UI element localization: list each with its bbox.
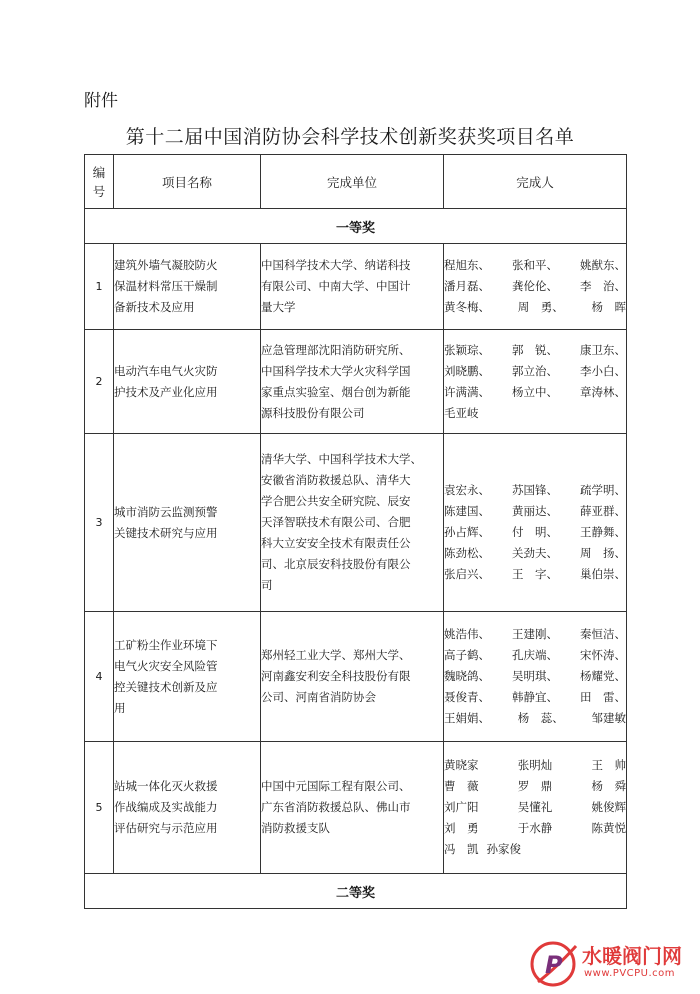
person-name: 杨 蕊、 (517, 711, 564, 725)
person-name: 李小白、 (580, 363, 626, 378)
person-name: 刘 勇 (444, 821, 479, 835)
unit-line: 应急管理部沈阳消防研究所、 (261, 342, 411, 357)
table-row (85, 434, 627, 612)
person-name: 许满满、 (444, 384, 490, 399)
project-name-line: 保温材料常压干燥制 (114, 279, 218, 293)
people-line (444, 255, 626, 276)
completing-unit (261, 434, 444, 612)
project-name-line: 电气火灾安全风险管 (114, 658, 218, 673)
person-name: 黄丽达、 (512, 504, 558, 518)
people-line (444, 340, 626, 361)
person-name: 王 字、 (512, 567, 558, 581)
table-row (85, 742, 627, 874)
people-line (444, 382, 626, 403)
people-line (444, 708, 626, 729)
project-name-line: 关键技术研究与应用 (114, 525, 218, 540)
person-name: 陈黄悦 (591, 821, 626, 835)
unit-line: 源科技股份有限公司 (261, 405, 365, 420)
person-name: 吴明琪、 (512, 669, 558, 683)
person-name: 高子鹤、 (444, 648, 490, 662)
unit-line: 学合肥公共安全研究院、辰安 (261, 494, 411, 508)
header-no-bottom: 号 (92, 183, 106, 199)
project-name-line: 护技术及产业化应用 (114, 384, 218, 399)
people-line (444, 543, 626, 564)
completing-unit (261, 612, 444, 742)
completing-people (444, 244, 627, 330)
unit-line: 科大立安安全技术有限责任公 (261, 536, 411, 550)
unit-line: 中国科学技术大学、纳诺科技 (261, 258, 411, 272)
person-name: 陈建国、 (444, 504, 490, 518)
pvcpu-logo-icon (528, 938, 582, 990)
unit-line: 清华大学、中国科学技术大学、 (261, 452, 422, 466)
person-name: 杨 舜 (591, 779, 626, 793)
person-name: 孔庆端、 (512, 648, 558, 662)
person-name: 周 扬、 (580, 546, 626, 560)
person-name: 姚俊辉 (591, 800, 626, 814)
person-name: 刘广阳 (444, 800, 479, 814)
header-no-top: 编 (92, 164, 106, 180)
person-name: 黄冬梅、 (444, 300, 490, 314)
project-name-line: 站城一体化灭火救援 (114, 779, 218, 793)
unit-line: 司、北京辰安科技股份有限公 (261, 557, 411, 571)
project-name-line: 用 (114, 700, 126, 715)
person-name: 宋怀涛、 (580, 648, 626, 662)
person-name: 孙家俊 (486, 842, 521, 856)
row-number: 2 (85, 330, 114, 434)
project-name-line: 工矿粉尘作业环境下 (114, 637, 218, 652)
row-number: 1 (85, 244, 114, 330)
award-table (84, 154, 627, 909)
person-name: 田 雷、 (580, 690, 626, 704)
person-name: 疏学明、 (580, 483, 626, 497)
people-line (444, 276, 626, 297)
people-line (444, 522, 626, 543)
project-name-line: 城市消防云监测预警 (114, 504, 218, 519)
person-name: 冯 凯 (444, 842, 479, 856)
unit-line: 家重点实验室、烟台创为新能 (261, 384, 411, 399)
person-name: 程旭东、 (444, 258, 490, 272)
project-name-line: 评估研究与示范应用 (114, 821, 218, 835)
completing-people (444, 612, 627, 742)
person-name: 杨立中、 (512, 384, 558, 399)
person-name: 周 勇、 (517, 300, 564, 314)
completing-unit (261, 330, 444, 434)
unit-line: 量大学 (261, 300, 296, 314)
unit-line: 天泽智联技术有限公司、合肥 (261, 515, 411, 529)
person-name: 康卫东、 (580, 342, 626, 357)
unit-line: 安徽省消防救援总队、清华大 (261, 473, 411, 487)
project-name (114, 612, 261, 742)
people-line (444, 564, 626, 585)
person-name: 姚猷东、 (580, 258, 626, 272)
person-name: 巢伯崇、 (580, 567, 626, 581)
people-line (444, 645, 626, 666)
watermark (528, 938, 700, 990)
person-name: 张和平、 (512, 258, 558, 272)
person-name: 关劲夫、 (512, 546, 558, 560)
project-name-line: 建筑外墙气凝胶防火 (114, 258, 218, 272)
attachment-label: 附件 (84, 91, 118, 111)
completing-unit (261, 244, 444, 330)
person-name: 杨 晖 (591, 300, 626, 314)
person-name: 薛亚群、 (580, 504, 626, 518)
header-project-name: 项目名称 (114, 155, 261, 209)
unit-line: 中国中元国际工程有限公司、 (261, 779, 411, 793)
person-name: 曹 薇 (444, 779, 479, 793)
person-name: 孙占辉、 (444, 525, 490, 539)
person-name: 陈劲松、 (444, 546, 490, 560)
second-prize-row (85, 874, 627, 909)
person-name: 魏晓鸽、 (444, 669, 490, 683)
person-name: 张明灿 (517, 758, 553, 772)
person-name: 龚伦伦、 (512, 279, 558, 293)
person-name: 罗 鼎 (517, 779, 553, 793)
watermark-url: www.PVCPU.com (584, 968, 676, 979)
person-name: 王 帅 (591, 758, 626, 772)
person-name: 毛亚岐 (444, 405, 479, 420)
header-no (85, 155, 114, 209)
header-unit: 完成单位 (261, 155, 444, 209)
person-name: 袁宏永、 (444, 483, 490, 497)
completing-people (444, 434, 627, 612)
people-line (444, 624, 626, 645)
people-line (444, 839, 626, 860)
people-line (444, 755, 626, 776)
people-line (444, 797, 626, 818)
project-name-line: 作战编成及实战能力 (114, 800, 218, 814)
first-prize-row (85, 209, 627, 244)
people-line (444, 361, 626, 382)
person-name: 杨耀党、 (580, 669, 626, 683)
project-name (114, 434, 261, 612)
person-name: 郭 锐、 (512, 342, 558, 357)
people-line (444, 501, 626, 522)
unit-line: 司 (261, 578, 273, 592)
people-line (444, 818, 626, 839)
table-header-row (85, 155, 627, 209)
people-line (444, 480, 626, 501)
completing-unit (261, 742, 444, 874)
person-name: 聂俊青、 (444, 690, 490, 704)
project-name (114, 244, 261, 330)
unit-line: 广东省消防救援总队、佛山市 (261, 800, 411, 814)
person-name: 于水静 (517, 821, 553, 835)
project-name-line: 电动汽车电气火灾防 (114, 363, 218, 378)
unit-line: 消防救援支队 (261, 821, 330, 835)
table-row (85, 612, 627, 742)
person-name: 王建刚、 (512, 627, 558, 641)
person-name: 秦恒洁、 (580, 627, 626, 641)
table-row (85, 244, 627, 330)
person-name: 章涛林、 (580, 384, 626, 399)
unit-line: 河南鑫安利安全科技股份有限 (261, 669, 411, 683)
person-name: 王静舞、 (580, 525, 626, 539)
people-line (444, 687, 626, 708)
project-name (114, 742, 261, 874)
watermark-name: 水暖阀门网 (582, 944, 682, 968)
project-name (114, 330, 261, 434)
unit-line: 有限公司、中南大学、中国计 (261, 279, 411, 293)
person-name: 王娟娟、 (444, 711, 490, 725)
person-name: 韩静宜、 (512, 690, 558, 704)
person-name: 郭立治、 (512, 363, 558, 378)
person-name: 姚浩伟、 (444, 627, 490, 641)
second-prize-label: 二等奖 (85, 874, 627, 909)
person-name: 黄晓家 (444, 758, 479, 772)
project-name-line: 备新技术及应用 (114, 300, 195, 314)
completing-people (444, 742, 627, 874)
first-prize-label: 一等奖 (85, 209, 627, 244)
document-title: 第十二届中国消防协会科学技术创新奖获奖项目名单 (125, 126, 575, 148)
person-name: 苏国锋、 (512, 483, 558, 497)
person-name: 刘晓鹏、 (444, 363, 490, 378)
unit-line: 郑州轻工业大学、郑州大学、 (261, 648, 411, 662)
logo-letter: P (545, 951, 563, 979)
person-name: 邹建敏 (591, 711, 626, 725)
person-name: 张启兴、 (444, 567, 490, 581)
unit-line: 公司、河南省消防协会 (261, 690, 376, 704)
people-line (444, 403, 626, 424)
row-number: 3 (85, 434, 114, 612)
project-name-line: 控关键技术创新及应 (114, 679, 218, 694)
person-name: 李 治、 (580, 279, 626, 293)
header-people: 完成人 (444, 155, 627, 209)
completing-people (444, 330, 627, 434)
person-name: 付 明、 (512, 525, 558, 539)
person-name: 张颖琮、 (444, 342, 490, 357)
table-row (85, 330, 627, 434)
row-number: 4 (85, 612, 114, 742)
person-name: 潘月磊、 (444, 279, 490, 293)
unit-line: 中国科学技术大学火灾科学国 (261, 363, 411, 378)
person-name: 吴懂礼 (517, 800, 553, 814)
people-line (444, 776, 626, 797)
people-line (444, 666, 626, 687)
row-number: 5 (85, 742, 114, 874)
people-line (444, 297, 626, 318)
